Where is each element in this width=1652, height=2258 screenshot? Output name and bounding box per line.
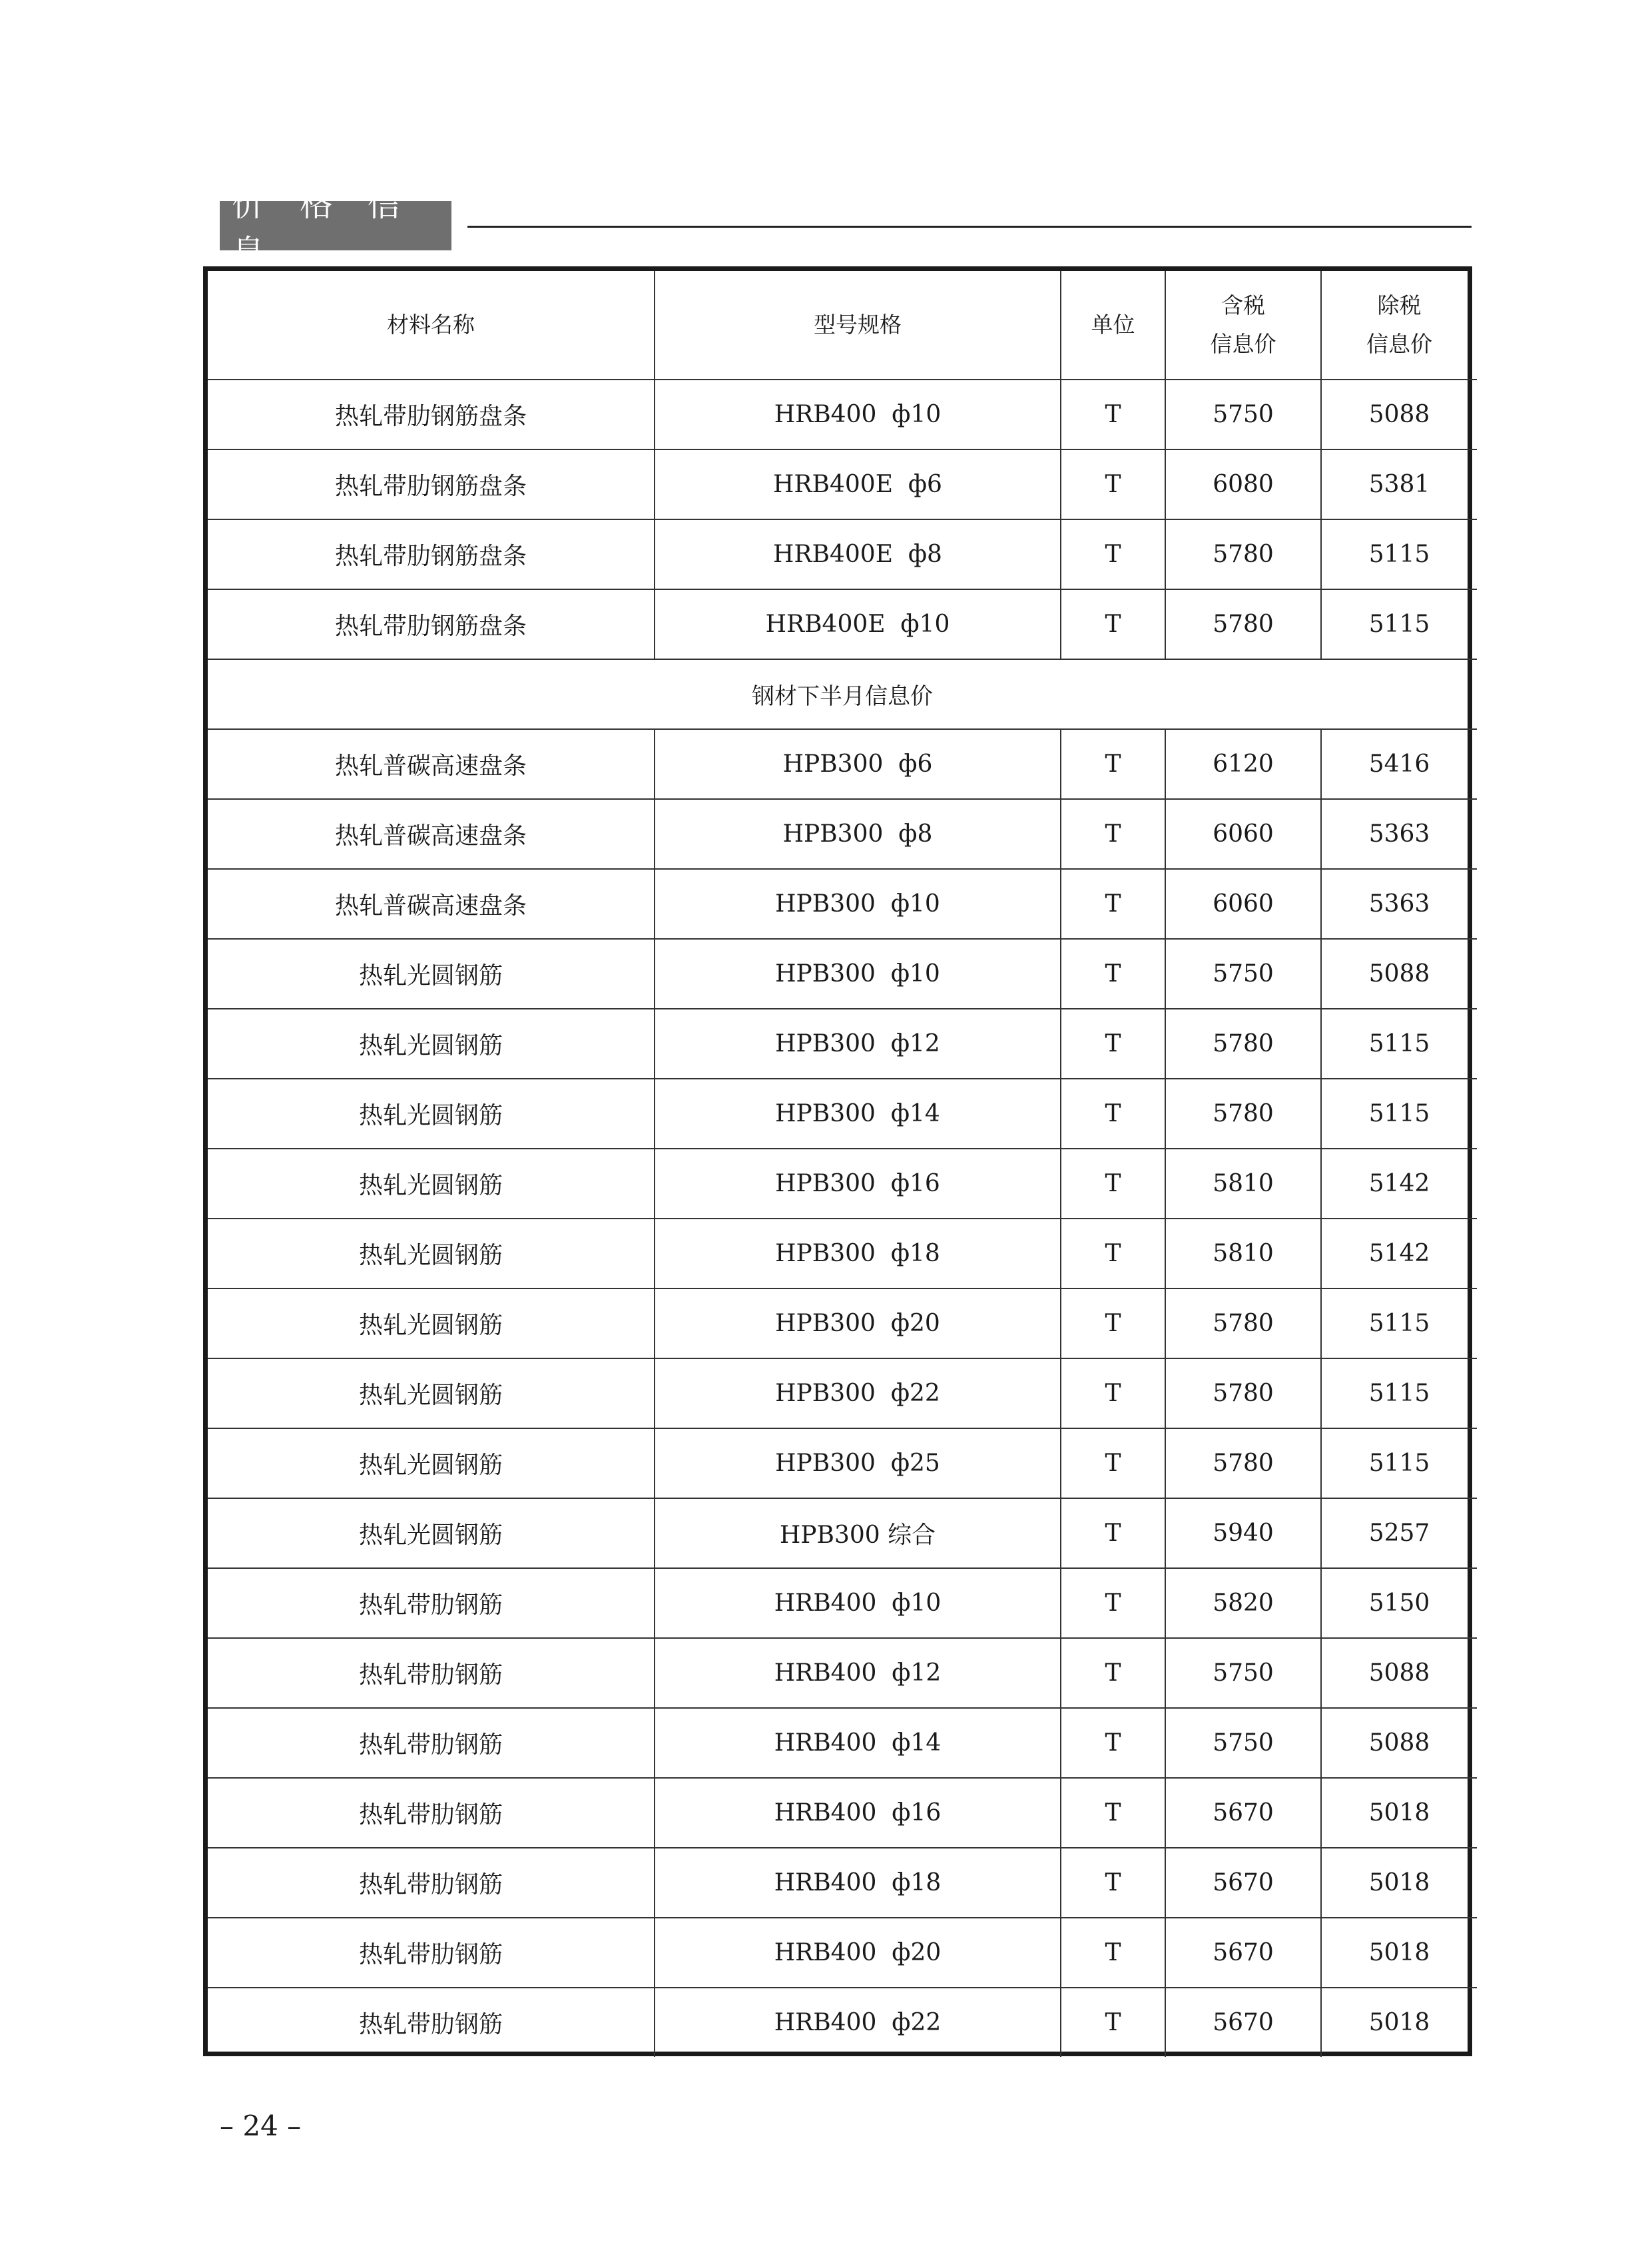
cell-tax-price: 5780 [1165, 519, 1321, 589]
cell-spec: HRB400E ф8 [655, 519, 1061, 589]
cell-material-name: 热轧带肋钢筋 [208, 1778, 655, 1848]
cell-material-name: 热轧普碳高速盘条 [208, 729, 655, 799]
cell-tax-price: 5750 [1165, 939, 1321, 1009]
cell-tax-price: 5750 [1165, 1708, 1321, 1778]
header-divider [467, 226, 1472, 228]
cell-notax-price: 5115 [1321, 1079, 1477, 1149]
table-row [208, 1778, 1477, 1848]
table-row [208, 1079, 1477, 1149]
cell-tax-price: 5750 [1165, 380, 1321, 449]
cell-tax-price: 5810 [1165, 1149, 1321, 1219]
cell-unit: T [1061, 799, 1165, 869]
table-row [208, 869, 1477, 939]
cell-notax-price: 5150 [1321, 1568, 1477, 1638]
page-number: – 24 – [220, 2110, 302, 2142]
cell-tax-price: 5780 [1165, 1288, 1321, 1358]
cell-unit: T [1061, 1638, 1165, 1708]
table-row [208, 1288, 1477, 1358]
cell-notax-price: 5018 [1321, 1848, 1477, 1918]
cell-spec: HRB400 ф10 [655, 1568, 1061, 1638]
cell-unit: T [1061, 1428, 1165, 1498]
cell-spec: HRB400 ф14 [655, 1708, 1061, 1778]
cell-spec: HPB300 ф14 [655, 1079, 1061, 1149]
cell-spec: HPB300 ф10 [655, 869, 1061, 939]
cell-material-name: 热轧光圆钢筋 [208, 939, 655, 1009]
cell-notax-price: 5018 [1321, 1918, 1477, 1988]
cell-spec: HPB300 ф25 [655, 1428, 1061, 1498]
cell-notax-price: 5363 [1321, 799, 1477, 869]
cell-tax-price: 5780 [1165, 1079, 1321, 1149]
cell-notax-price: 5363 [1321, 869, 1477, 939]
cell-tax-price: 5780 [1165, 1009, 1321, 1079]
cell-notax-price: 5115 [1321, 589, 1477, 659]
cell-spec: HPB300 ф8 [655, 799, 1061, 869]
column-header-tax-price: 含税 信息价 [1165, 271, 1321, 380]
table-row [208, 1498, 1477, 1568]
table-row [208, 1708, 1477, 1778]
cell-unit: T [1061, 449, 1165, 519]
cell-tax-price: 5780 [1165, 1428, 1321, 1498]
cell-spec: HPB300 ф12 [655, 1009, 1061, 1079]
cell-notax-price: 5088 [1321, 380, 1477, 449]
cell-notax-price: 5088 [1321, 1638, 1477, 1708]
cell-notax-price: 5115 [1321, 1288, 1477, 1358]
cell-unit: T [1061, 1219, 1165, 1288]
cell-unit: T [1061, 1778, 1165, 1848]
cell-unit: T [1061, 1708, 1165, 1778]
cell-tax-price: 6120 [1165, 729, 1321, 799]
cell-tax-price: 5810 [1165, 1219, 1321, 1288]
table-row [208, 519, 1477, 589]
cell-notax-price: 5088 [1321, 1708, 1477, 1778]
table-row [208, 1848, 1477, 1918]
cell-tax-price: 5780 [1165, 1358, 1321, 1428]
cell-spec: HRB400 ф16 [655, 1778, 1061, 1848]
table-row [208, 380, 1477, 449]
table-body [208, 380, 1477, 2057]
cell-unit: T [1061, 1288, 1165, 1358]
cell-material-name: 热轧光圆钢筋 [208, 1498, 655, 1568]
cell-notax-price: 5257 [1321, 1498, 1477, 1568]
cell-spec: HRB400 ф10 [655, 380, 1061, 449]
cell-material-name: 热轧光圆钢筋 [208, 1009, 655, 1079]
cell-unit: T [1061, 1568, 1165, 1638]
cell-material-name: 热轧光圆钢筋 [208, 1149, 655, 1219]
column-header-unit: 单位 [1061, 271, 1165, 380]
cell-unit: T [1061, 939, 1165, 1009]
table-row [208, 1149, 1477, 1219]
cell-notax-price: 5115 [1321, 1428, 1477, 1498]
cell-unit: T [1061, 1848, 1165, 1918]
cell-spec: HRB400 ф18 [655, 1848, 1061, 1918]
table-row [208, 589, 1477, 659]
cell-tax-price: 5940 [1165, 1498, 1321, 1568]
cell-spec: HPB300 ф20 [655, 1288, 1061, 1358]
cell-notax-price: 5142 [1321, 1219, 1477, 1288]
cell-tax-price: 5670 [1165, 1778, 1321, 1848]
cell-notax-price: 5115 [1321, 1009, 1477, 1079]
cell-spec: HRB400 ф20 [655, 1918, 1061, 1988]
price-table [208, 271, 1477, 2057]
cell-material-name: 热轧普碳高速盘条 [208, 869, 655, 939]
cell-unit: T [1061, 1149, 1165, 1219]
column-header-material-name: 材料名称 [208, 271, 655, 380]
table-row [208, 1918, 1477, 1988]
cell-notax-price: 5115 [1321, 1358, 1477, 1428]
column-header-notax-price: 除税 信息价 [1321, 271, 1477, 380]
cell-notax-price: 5088 [1321, 939, 1477, 1009]
cell-spec: HRB400 ф22 [655, 1988, 1061, 2057]
cell-unit: T [1061, 869, 1165, 939]
cell-unit: T [1061, 1009, 1165, 1079]
cell-tax-price: 5670 [1165, 1988, 1321, 2057]
table-row [208, 1988, 1477, 2057]
table-row [208, 1358, 1477, 1428]
cell-spec: HPB300 ф18 [655, 1219, 1061, 1288]
section-label: 钢材下半月信息价 [208, 659, 1477, 729]
cell-unit: T [1061, 519, 1165, 589]
cell-material-name: 热轧带肋钢筋盘条 [208, 380, 655, 449]
cell-spec: HPB300 ф10 [655, 939, 1061, 1009]
cell-tax-price: 5780 [1165, 589, 1321, 659]
section-title: 价 格 信 息 [220, 201, 451, 250]
cell-material-name: 热轧带肋钢筋盘条 [208, 449, 655, 519]
cell-unit: T [1061, 729, 1165, 799]
table-row [208, 1568, 1477, 1638]
cell-material-name: 热轧带肋钢筋 [208, 1988, 655, 2057]
cell-spec: HRB400E ф6 [655, 449, 1061, 519]
cell-tax-price: 6060 [1165, 799, 1321, 869]
cell-tax-price: 6060 [1165, 869, 1321, 939]
cell-unit: T [1061, 1918, 1165, 1988]
cell-material-name: 热轧普碳高速盘条 [208, 799, 655, 869]
cell-tax-price: 5670 [1165, 1918, 1321, 1988]
cell-spec: HRB400 ф12 [655, 1638, 1061, 1708]
cell-notax-price: 5416 [1321, 729, 1477, 799]
cell-tax-price: 5820 [1165, 1568, 1321, 1638]
cell-material-name: 热轧带肋钢筋 [208, 1848, 655, 1918]
cell-unit: T [1061, 1079, 1165, 1149]
table-row [208, 1428, 1477, 1498]
table-row [208, 939, 1477, 1009]
cell-unit: T [1061, 1358, 1165, 1428]
cell-material-name: 热轧带肋钢筋 [208, 1918, 655, 1988]
column-header-spec: 型号规格 [655, 271, 1061, 380]
cell-tax-price: 5750 [1165, 1638, 1321, 1708]
cell-material-name: 热轧光圆钢筋 [208, 1079, 655, 1149]
cell-unit: T [1061, 380, 1165, 449]
table-header-row [208, 271, 1477, 380]
cell-unit: T [1061, 1988, 1165, 2057]
cell-spec: HPB300 ф22 [655, 1358, 1061, 1428]
table-row [208, 1009, 1477, 1079]
cell-material-name: 热轧光圆钢筋 [208, 1219, 655, 1288]
cell-unit: T [1061, 1498, 1165, 1568]
cell-material-name: 热轧光圆钢筋 [208, 1288, 655, 1358]
cell-notax-price: 5018 [1321, 1988, 1477, 2057]
cell-notax-price: 5381 [1321, 449, 1477, 519]
cell-tax-price: 5670 [1165, 1848, 1321, 1918]
cell-material-name: 热轧带肋钢筋 [208, 1638, 655, 1708]
cell-material-name: 热轧带肋钢筋盘条 [208, 519, 655, 589]
cell-spec: HPB300 综合 [655, 1498, 1061, 1568]
table-row [208, 729, 1477, 799]
cell-material-name: 热轧带肋钢筋盘条 [208, 589, 655, 659]
cell-material-name: 热轧光圆钢筋 [208, 1358, 655, 1428]
cell-notax-price: 5018 [1321, 1778, 1477, 1848]
table-row [208, 1638, 1477, 1708]
table-row [208, 1219, 1477, 1288]
cell-notax-price: 5142 [1321, 1149, 1477, 1219]
table-row [208, 449, 1477, 519]
cell-spec: HPB300 ф16 [655, 1149, 1061, 1219]
table-row [208, 799, 1477, 869]
cell-spec: HRB400E ф10 [655, 589, 1061, 659]
cell-notax-price: 5115 [1321, 519, 1477, 589]
cell-material-name: 热轧带肋钢筋 [208, 1568, 655, 1638]
cell-spec: HPB300 ф6 [655, 729, 1061, 799]
price-table-frame [203, 266, 1472, 2056]
cell-tax-price: 6080 [1165, 449, 1321, 519]
cell-material-name: 热轧带肋钢筋 [208, 1708, 655, 1778]
cell-material-name: 热轧光圆钢筋 [208, 1428, 655, 1498]
cell-unit: T [1061, 589, 1165, 659]
section-row [208, 659, 1477, 729]
